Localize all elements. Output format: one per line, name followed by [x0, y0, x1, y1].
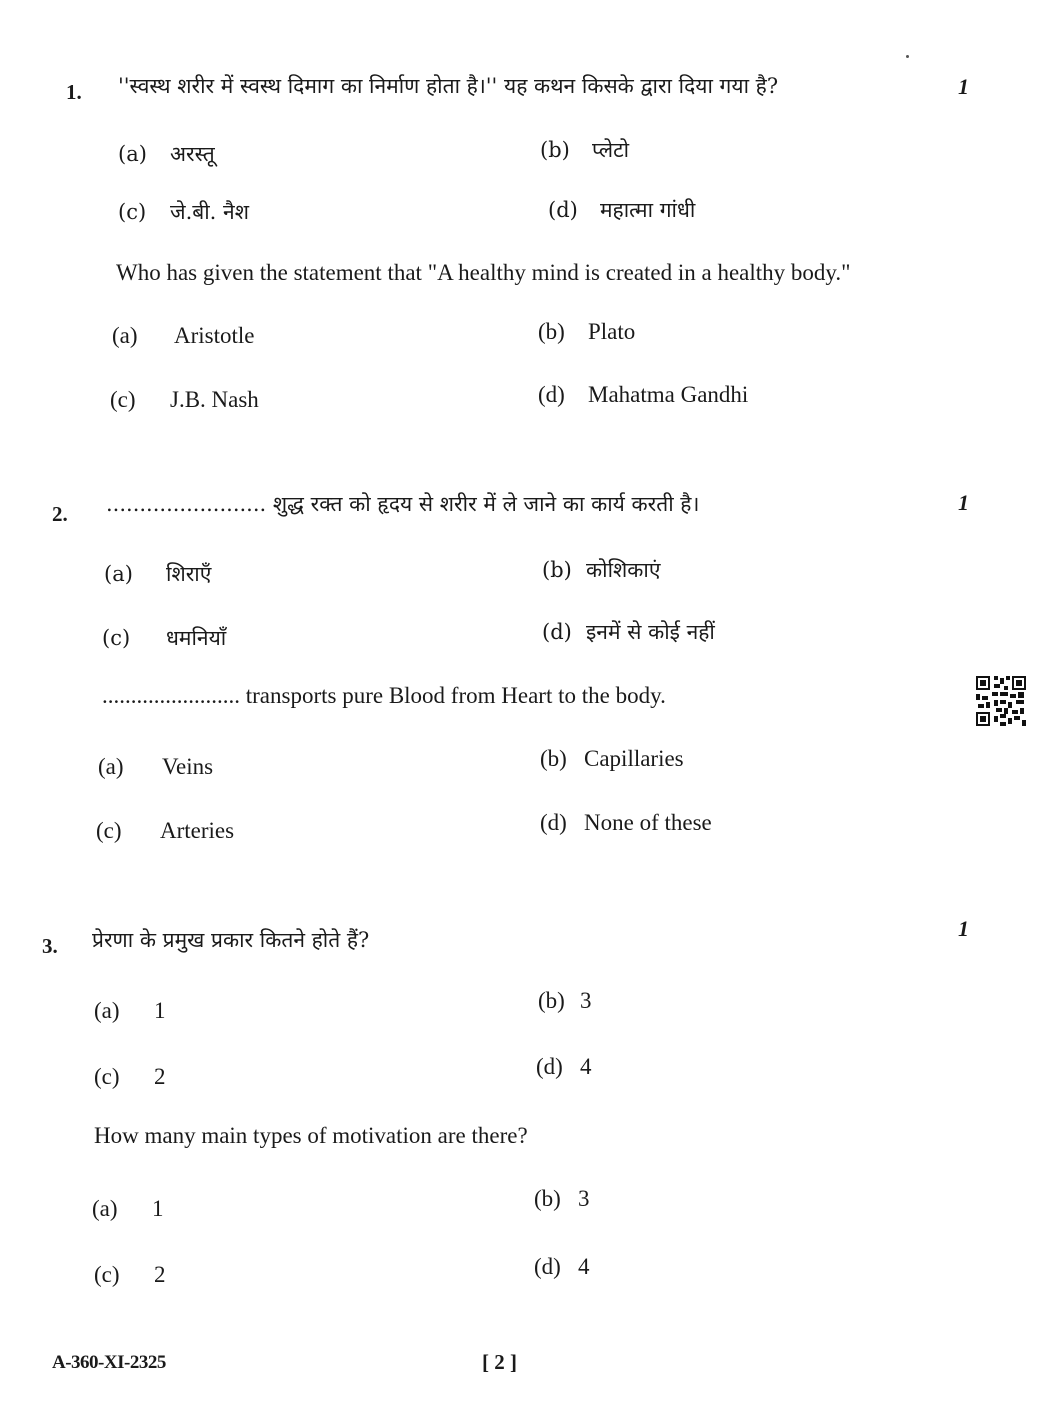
option-d-hindi: [542, 618, 715, 646]
option-c-hindi: [118, 198, 249, 226]
option-b-hindi: [542, 556, 660, 584]
option-text: 1: [152, 1196, 164, 1221]
option-label: (b): [540, 138, 570, 162]
option-a-english: [98, 754, 213, 780]
option-b-hindi: [540, 136, 629, 164]
option-text: None of these: [584, 810, 712, 835]
option-label: (b): [538, 319, 565, 344]
scan-speck: [906, 55, 909, 58]
option-label: (c): [110, 387, 136, 412]
question-text-english: Who has given the statement that "A healthy mind is created in a healthy body.": [116, 260, 851, 285]
question-text-english: ........................ transports pure Blood from Heart to the body.: [102, 683, 666, 708]
option-text: 4: [578, 1254, 590, 1279]
option-d-english: [540, 810, 712, 836]
option-text: Mahatma Gandhi: [588, 382, 749, 407]
question-marks: 1: [958, 916, 969, 941]
question-marks: 1: [958, 74, 969, 99]
option-text: धमनियाँ: [166, 626, 227, 650]
question-number: 1.: [66, 80, 82, 104]
option-c-hindi: [102, 624, 226, 652]
option-b-english: [540, 746, 684, 772]
option-d-english: [538, 382, 748, 408]
option-a-hindi: [94, 998, 166, 1024]
option-c-english: [110, 387, 259, 413]
option-d-hindi: [536, 1054, 592, 1080]
question-text-hindi: ........................ शुद्ध रक्त को हृदय से शरीर में ले जाने का कार्य करती है।: [106, 492, 700, 516]
option-b-english: [534, 1186, 590, 1212]
option-label: (b): [540, 746, 567, 771]
option-label: (a): [94, 998, 120, 1023]
question-text-hindi: ''स्वस्थ शरीर में स्वस्थ दिमाग का निर्माण होता है।'' यह कथन किसके द्वारा दिया गया है?: [118, 74, 779, 98]
option-text: 4: [580, 1054, 592, 1079]
question-text-hindi: प्रेरणा के प्रमुख प्रकार कितने होते हैं?: [92, 928, 370, 952]
option-label: (b): [538, 988, 565, 1013]
option-text: कोशिकाएं: [586, 558, 661, 582]
qr-code-icon: [976, 676, 1026, 726]
option-text: Capillaries: [584, 746, 684, 771]
option-label: (d): [540, 810, 567, 835]
option-label: (d): [536, 1054, 563, 1079]
paper-code: A-360-XI-2325: [52, 1352, 166, 1373]
option-c-english: [96, 818, 234, 844]
option-text: Plato: [588, 319, 636, 344]
question-number: 2.: [52, 502, 68, 526]
question-text-english: How many main types of motivation are there?: [94, 1123, 528, 1148]
option-c-english: [94, 1262, 166, 1288]
option-label: (a): [98, 754, 124, 779]
option-text: 1: [154, 998, 166, 1023]
option-a-english: [112, 323, 255, 349]
option-label: (c): [94, 1064, 120, 1089]
option-text: Arteries: [160, 818, 235, 843]
option-a-english: [92, 1196, 164, 1222]
option-text: शिराएँ: [166, 562, 212, 586]
option-text: अरस्तू: [170, 142, 215, 166]
option-d-hindi: [548, 196, 695, 224]
option-text: इनमें से कोई नहीं: [586, 620, 715, 644]
option-label: (a): [118, 142, 147, 166]
option-text: जे.बी. नैश: [170, 200, 249, 224]
option-label: (b): [534, 1186, 561, 1211]
option-text: महात्मा गांधी: [600, 198, 696, 222]
option-label: (c): [118, 200, 147, 224]
option-text: प्लेटो: [592, 138, 630, 162]
question-marks: 1: [958, 490, 969, 515]
option-label: (c): [96, 818, 122, 843]
option-a-hindi: [104, 560, 211, 588]
option-text: Aristotle: [174, 323, 255, 348]
page-number: [ 2 ]: [482, 1350, 517, 1374]
option-d-english: [534, 1254, 590, 1280]
option-text: 3: [580, 988, 592, 1013]
option-b-english: [538, 319, 635, 345]
option-label: (b): [542, 558, 572, 582]
option-text: 3: [578, 1186, 590, 1211]
option-label: (c): [102, 626, 131, 650]
option-c-hindi: [94, 1064, 166, 1090]
option-label: (d): [548, 198, 578, 222]
option-text: J.B. Nash: [170, 387, 259, 412]
option-text: Veins: [162, 754, 214, 779]
option-label: (a): [92, 1196, 118, 1221]
question-number: 3.: [42, 934, 58, 958]
option-label: (d): [542, 620, 572, 644]
option-label: (d): [534, 1254, 561, 1279]
option-text: 2: [154, 1262, 166, 1287]
option-label: (a): [104, 562, 133, 586]
option-b-hindi: [538, 988, 592, 1014]
option-label: (a): [112, 323, 138, 348]
option-label: (d): [538, 382, 565, 407]
option-label: (c): [94, 1262, 120, 1287]
option-a-hindi: [118, 140, 215, 168]
option-text: 2: [154, 1064, 166, 1089]
